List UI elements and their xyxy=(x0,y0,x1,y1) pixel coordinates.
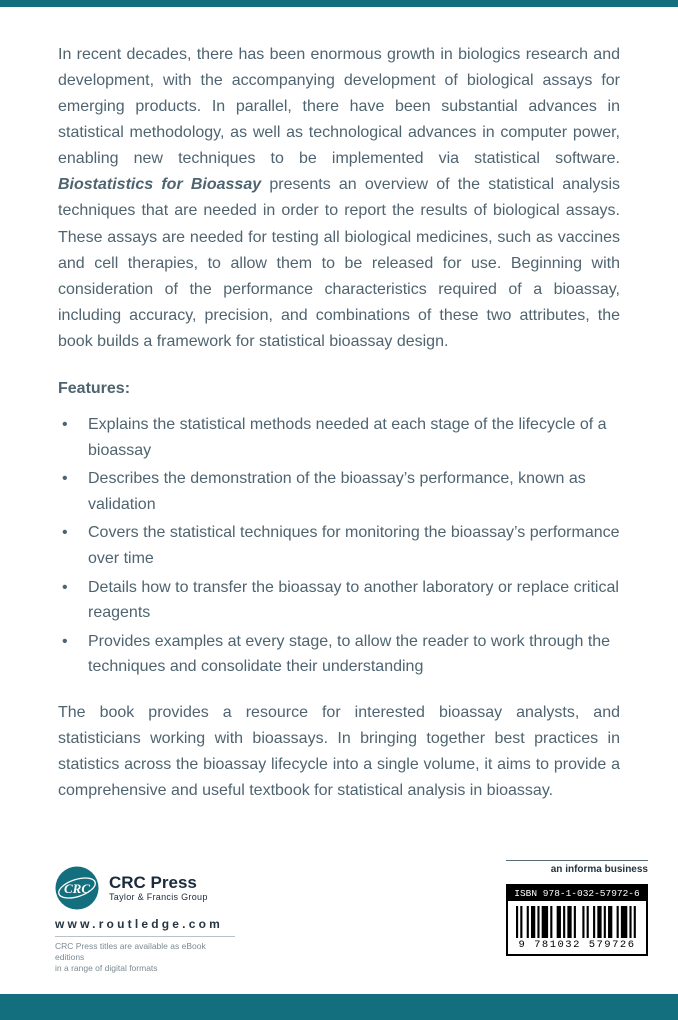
list-item-text: Describes the demonstration of the bioassay’s performance, known as validation xyxy=(88,470,586,513)
bullet-icon: • xyxy=(62,578,68,596)
description-paragraph xyxy=(58,42,620,355)
bullet-icon: • xyxy=(62,470,68,488)
barcode-icon xyxy=(516,906,638,938)
publisher-name: CRC Press xyxy=(109,872,197,892)
bullet-icon: • xyxy=(62,524,68,542)
isbn-number: ISBN 978-1-032-57972-6 xyxy=(508,886,646,901)
publisher-group: Taylor & Francis Group xyxy=(109,892,208,903)
list-item-text: Covers the statistical techniques for monitoring the bioassay’s performance over time xyxy=(88,524,620,567)
features-list xyxy=(58,412,620,680)
description-text-before: In recent decades, there has been enormous growth in biologics research and development, with the accompanying development of biological assays for emerging products. In parallel, there have been substantial advances in statistical methodology, as well as technological advances in computer power, enabling new techniques to be implemented via statistical software. xyxy=(58,46,620,168)
bottom-accent-bar xyxy=(0,994,678,1020)
publisher-logo-row xyxy=(55,866,305,910)
publisher-website: www.routledge.com xyxy=(55,916,223,931)
top-accent-bar xyxy=(0,0,678,7)
list-item xyxy=(58,520,620,571)
book-title: Biostatistics for Bioassay xyxy=(58,176,262,194)
crc-press-logo-icon xyxy=(55,866,99,910)
ebook-note-line2: in a range of digital formats xyxy=(55,962,158,973)
list-item-text: Explains the statistical methods needed at each stage of the lifecycle of a bioassay xyxy=(88,415,607,459)
list-item xyxy=(58,575,620,626)
publisher-names xyxy=(109,874,208,903)
publisher-block xyxy=(55,866,305,974)
closing-paragraph: The book provides a resource for interested bioassay analysts, and statisticians working with bioassays. In bringing together best practices in statistics across the bioassay lifecycle into a single volume, it aims to provide a comprehensive and useful textbook for statistical analysis in bioassay. xyxy=(58,703,620,800)
list-item-text: Details how to transfer the bioassay to another laboratory or replace critical reagents xyxy=(88,578,619,622)
back-cover-text xyxy=(58,42,620,804)
informa-label: an informa business xyxy=(506,860,648,875)
crc-logo-text: CRC xyxy=(63,880,91,896)
ebook-note-line1: CRC Press titles are available as eBook editions xyxy=(55,940,206,962)
list-item xyxy=(58,412,620,463)
list-item xyxy=(58,629,620,680)
description-text-after: presents an overview of the statistical analysis techniques that are needed in order to report the results of biological assays. These assays are needed for testing all biological medicines, such as vaccines and cell therapies, to allow them to be released for use. Beginning with consideration of the performance characteristics required of a bioassay, including accuracy, precision, and combinations of these two attributes, the book builds a framework for statistical bioassay design. xyxy=(58,176,621,350)
list-item xyxy=(58,466,620,517)
isbn-barcode-box xyxy=(506,884,648,956)
bullet-icon: • xyxy=(62,632,68,650)
ebook-note xyxy=(55,936,235,974)
list-item-text: Provides examples at every stage, to allow the reader to work through the techniques and consolidate their understanding xyxy=(88,632,611,676)
features-heading: Features: xyxy=(58,379,131,397)
isbn-area xyxy=(506,860,648,956)
bullet-icon: • xyxy=(62,415,68,433)
barcode-digits: 9 781032 579726 xyxy=(518,939,636,951)
